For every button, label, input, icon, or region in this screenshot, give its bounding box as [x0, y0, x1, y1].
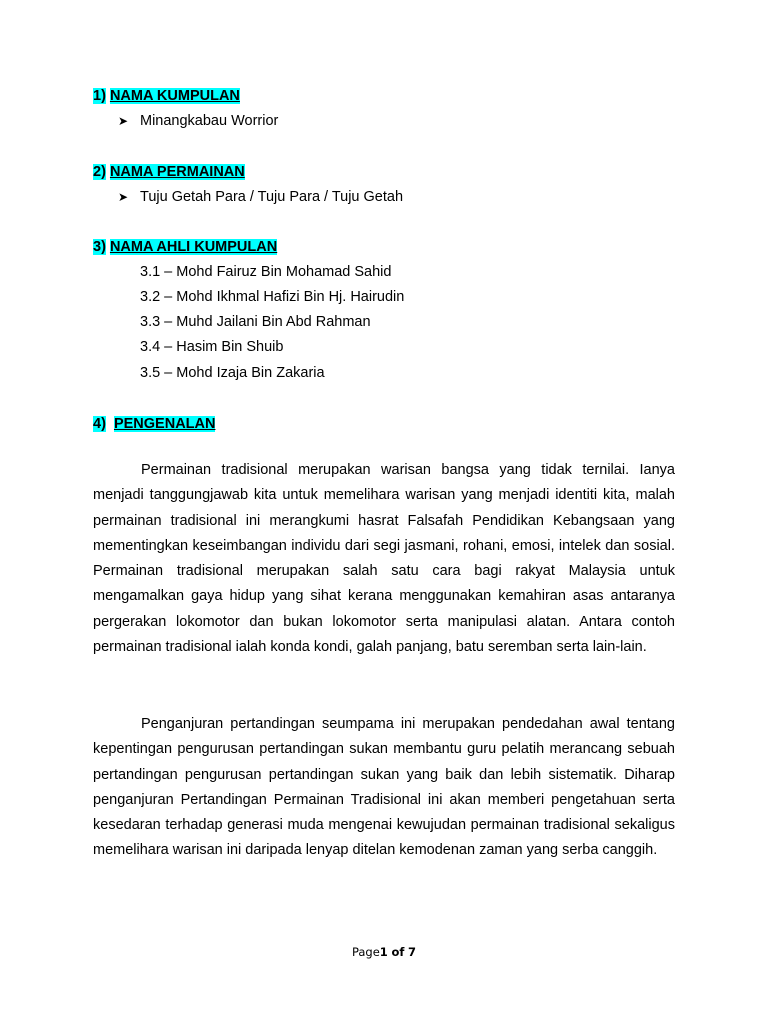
- member-item: 3.5 – Mohd Izaja Bin Zakaria: [140, 365, 325, 381]
- arrowhead-bullet-icon: ➤: [118, 114, 129, 128]
- section-number: 3): [93, 239, 106, 255]
- body-paragraph: Penganjuran pertandingan seumpama ini merupakan pendedahan awal tentang kepentingan pengurusan pertandingan sukan membantu guru pelatih merancang sebuah pertandingan pengurusan pertandingan sukan yang baik dan lebih sistematik. Diharap penganjuran Pertandingan Permainan Tradisional ini akan memberi pengetahuan serta kesedaran terhadap generasi muda mengenai kewujudan permainan tradisional sekaligus memelihara warisan ini daripada lenyap ditelan kemodenan zaman yang serba canggih.: [93, 716, 675, 859]
- body-paragraph: Permainan tradisional merupakan warisan bangsa yang tidak ternilai. Ianya menjadi tanggungjawab kita untuk memelihara warisan yang menjadi identiti kita, malah permainan tradisional ini merangkumi hasrat Falsafah Pendidikan Kebangsaan yang mementingkan keseimbangan individu dari segi jasmani, rohani, emosi, intelek dan sosial. Permainan tradisional merupakan salah satu cara bagi rakyat Malaysia untuk mengamalkan gaya hidup yang sihat kerana menggunakan kemahiran asas antaranya pergerakan lokomotor dan bukan lokomotor serta manipulasi alatan. Antara contoh permainan tradisional ialah konda kondi, galah panjang, batu seremban serta lain-lain.: [93, 462, 675, 656]
- section-title: NAMA AHLI KUMPULAN: [109, 239, 278, 255]
- section-heading-nama-kumpulan: [93, 86, 240, 106]
- member-item: 3.4 – Hasim Bin Shuib: [140, 339, 284, 355]
- page-footer: [0, 944, 768, 960]
- section-title: PENGENALAN: [113, 416, 216, 432]
- of-label: of: [391, 945, 405, 959]
- section-title: NAMA PERMAINAN: [109, 164, 245, 180]
- section-heading-pengenalan: [93, 414, 215, 434]
- bullet-text: Minangkabau Worrior: [140, 113, 279, 129]
- bullet-text: Tuju Getah Para / Tuju Para / Tuju Getah: [140, 189, 404, 205]
- total-page-count: 7: [408, 945, 417, 959]
- section-number: 2): [93, 164, 106, 180]
- section-number: 1): [93, 88, 106, 104]
- arrowhead-bullet-icon: ➤: [118, 190, 129, 204]
- member-item: 3.1 – Mohd Fairuz Bin Mohamad Sahid: [140, 264, 392, 280]
- member-item: 3.3 – Muhd Jailani Bin Abd Rahman: [140, 314, 371, 330]
- member-item: 3.2 – Mohd Ikhmal Hafizi Bin Hj. Hairudin: [140, 289, 405, 305]
- current-page-number: 1: [379, 945, 388, 959]
- section-number: 4): [93, 416, 106, 432]
- page-label: Page: [351, 945, 380, 959]
- list-item: [118, 111, 278, 131]
- section-heading-nama-ahli-kumpulan: [93, 237, 277, 257]
- section-heading-nama-permainan: [93, 162, 245, 182]
- list-item: [118, 187, 403, 207]
- section-title: NAMA KUMPULAN: [109, 88, 240, 104]
